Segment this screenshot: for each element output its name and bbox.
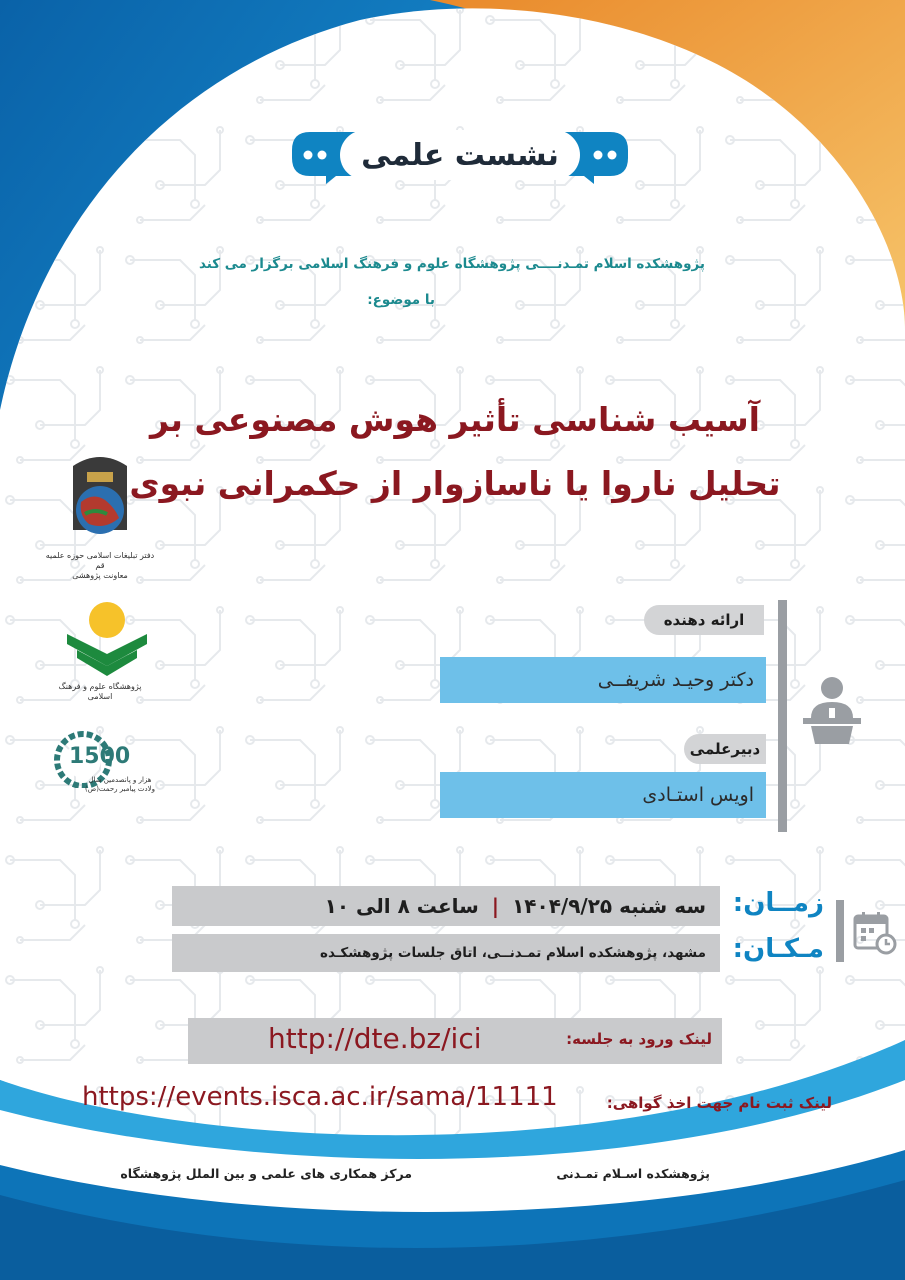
logo-isca bbox=[45, 598, 155, 701]
topic-line-2: تحلیل ناروا یا ناسازوار از حکمرانی نبوی bbox=[129, 464, 781, 503]
logo3-number: 1500 bbox=[69, 744, 131, 769]
register-link-label: لینک ثبت نام جهت اخذ گواهی: bbox=[606, 1094, 832, 1112]
logo-tabliqat bbox=[45, 452, 155, 580]
place-label: مـکـان: bbox=[732, 934, 824, 964]
title-badge bbox=[292, 128, 628, 184]
footer-cooperation-center: مرکز همکاری های علمی و بین الملل پژوهشگاه bbox=[120, 1166, 412, 1181]
time-separator: | bbox=[491, 894, 500, 918]
logo3-caption: هزار و پانصدمین سال ولادت پیامبر رحمت(ص) bbox=[85, 776, 155, 793]
secretary-label: دبیرعلمی bbox=[684, 734, 766, 764]
presenter-name: دکتر وحیـد شریفــی bbox=[440, 657, 766, 703]
speaker-icon bbox=[797, 674, 867, 748]
presenter-divider bbox=[778, 600, 787, 832]
logo-1500 bbox=[45, 728, 155, 808]
time-value-bar bbox=[172, 886, 720, 926]
time-hours: ساعت ۸ الی ۱۰ bbox=[324, 894, 479, 918]
session-link-url[interactable]: http://dte.bz/ici bbox=[268, 1022, 482, 1055]
schedule-divider bbox=[836, 900, 844, 962]
presenter-label: ارائه دهنده bbox=[644, 605, 764, 635]
register-link-url[interactable]: https://events.isca.ac.ir/sama/11111 bbox=[82, 1082, 558, 1112]
footer-organizer: پژوهشکده اسـلام تمـدنی bbox=[556, 1166, 710, 1181]
topic-line-1: آسیب شناسی تأثیر هوش مصنوعی بر bbox=[149, 400, 760, 439]
intro-text: پژوهشکده اسلام تمـدنــــی پژوهشگاه علوم و فرهنگ اسلامی برگزار می کند bbox=[198, 256, 705, 272]
session-link-label: لینک ورود به جلسه: bbox=[566, 1030, 712, 1048]
place-value: مشهد، پژوهشکده اسلام تمـدنــی، اتاق جلسات پژوهشکـده bbox=[172, 934, 720, 972]
logo1-caption-a: دفتر تبلیغات اسلامی حوزه علمیه قم bbox=[45, 551, 155, 570]
calendar-icon bbox=[852, 910, 898, 956]
secretary-name: اویس استـادی bbox=[440, 772, 766, 818]
subject-label: با موضوع: bbox=[367, 292, 435, 308]
page-title: نشست علمی bbox=[361, 138, 559, 173]
logo1-caption-b: معاونت پژوهشی bbox=[72, 571, 128, 580]
time-date: سه شنبه ۱۴۰۴/۹/۲۵ bbox=[512, 894, 706, 918]
time-label: زمــان: bbox=[732, 888, 824, 918]
logo2-caption: پژوهشگاه علوم و فرهنگ اسلامی bbox=[58, 682, 142, 701]
topic-title bbox=[120, 388, 790, 516]
